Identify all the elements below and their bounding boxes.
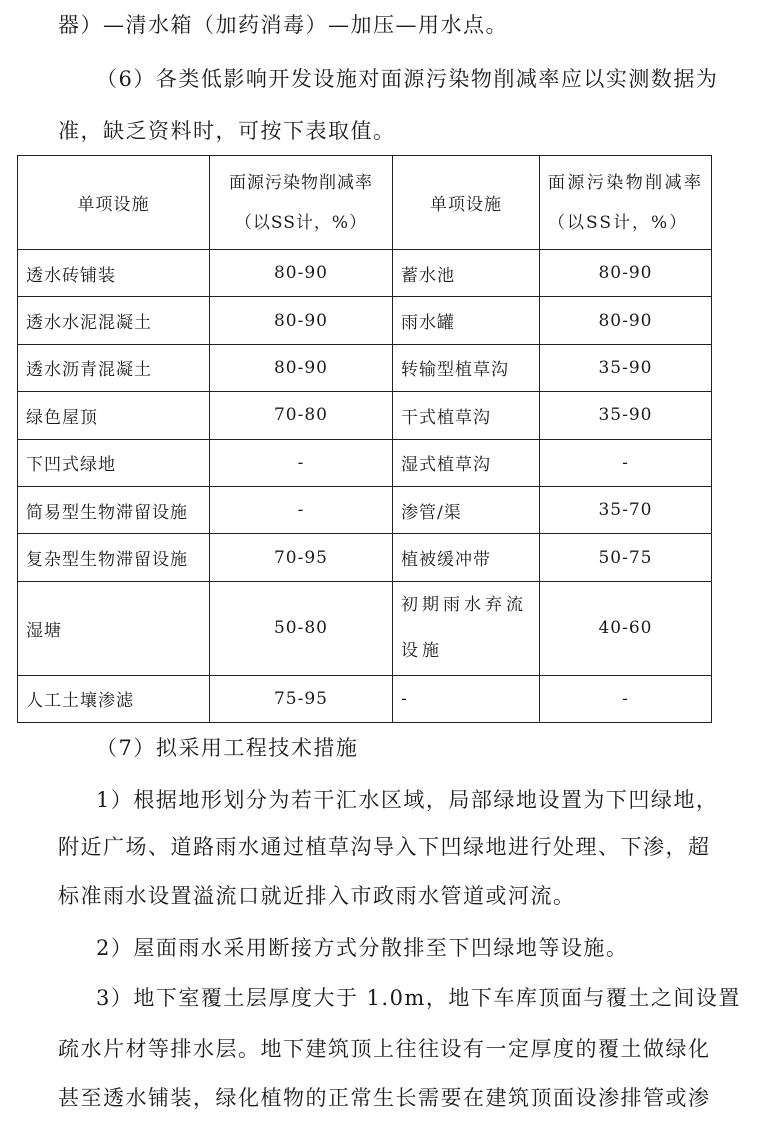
paragraph-line: 附近广场、道路雨水通过植草沟导入下凹绿地进行处理、下渗，超 — [58, 835, 711, 859]
reduction-rate: 50-75 — [540, 534, 712, 581]
reduction-rate: 70-95 — [210, 534, 393, 581]
table-row — [18, 344, 712, 391]
reduction-rate: 70-80 — [210, 392, 393, 439]
header-rate-left: 面源污染物削减率（以SS计，%） — [210, 156, 393, 250]
table-header-row — [18, 156, 712, 250]
reduction-rate-table — [17, 155, 712, 723]
section-heading: （7）拟采用工程技术措施 — [96, 736, 359, 760]
paragraph-line: 2）屋面雨水采用断接方式分散排至下凹绿地等设施。 — [96, 936, 629, 960]
facility-name: 简易型生物滞留设施 — [18, 486, 210, 533]
reduction-rate: 80-90 — [540, 250, 712, 297]
facility-name: 雨水罐 — [393, 297, 540, 344]
header-rate-right: 面源污染物削减率（以SS计，%） — [540, 156, 712, 250]
facility-name: 蓄水池 — [393, 250, 540, 297]
paragraph-line: 甚至透水铺装，绿化植物的正常生长需要在建筑顶面设渗排管或渗 — [58, 1086, 711, 1110]
facility-name: 透水水泥混凝土 — [18, 297, 210, 344]
facility-name: 人工土壤渗滤 — [18, 675, 210, 722]
paragraph-line: 准，缺乏资料时，可按下表取值。 — [58, 119, 396, 143]
facility-name: 初期雨水弃流设施 — [393, 581, 540, 675]
reduction-rate: 80-90 — [540, 297, 712, 344]
facility-name: 绿色屋顶 — [18, 392, 210, 439]
reduction-rate: 40-60 — [540, 581, 712, 675]
reduction-rate: 35-90 — [540, 344, 712, 391]
facility-name: 透水沥青混凝土 — [18, 344, 210, 391]
table-row — [18, 675, 712, 722]
facility-name: 植被缓冲带 — [393, 534, 540, 581]
header-facility-right: 单项设施 — [393, 156, 540, 250]
table-row — [18, 250, 712, 297]
table-row — [18, 297, 712, 344]
facility-name: 干式植草沟 — [393, 392, 540, 439]
table-row — [18, 534, 712, 581]
facility-name: 下凹式绿地 — [18, 439, 210, 486]
facility-name: 湿塘 — [18, 581, 210, 675]
reduction-rate: 80-90 — [210, 297, 393, 344]
facility-name: 复杂型生物滞留设施 — [18, 534, 210, 581]
reduction-rate: 35-70 — [540, 486, 712, 533]
reduction-rate: - — [210, 439, 393, 486]
paragraph-line: （6）各类低影响开发设施对面源污染物削减率应以实测数据为 — [96, 67, 719, 91]
paragraph-line: 器）—清水箱（加药消毒）—加压—用水点。 — [58, 13, 508, 37]
reduction-rate: - — [540, 439, 712, 486]
reduction-rate: - — [540, 675, 712, 722]
reduction-rate: - — [210, 486, 393, 533]
table-row — [18, 486, 712, 533]
reduction-rate: 35-90 — [540, 392, 712, 439]
table-row — [18, 581, 712, 675]
paragraph-line: 标准雨水设置溢流口就近排入市政雨水管道或河流。 — [58, 884, 576, 908]
facility-name: 转输型植草沟 — [393, 344, 540, 391]
facility-name: 透水砖铺装 — [18, 250, 210, 297]
paragraph-line: 疏水片材等排水层。地下建筑顶上往往设有一定厚度的覆土做绿化 — [58, 1037, 711, 1061]
table-row — [18, 392, 712, 439]
header-facility-left: 单项设施 — [18, 156, 210, 250]
facility-name: - — [393, 675, 540, 722]
facility-name: 渗管/渠 — [393, 486, 540, 533]
table-row — [18, 439, 712, 486]
reduction-rate: 80-90 — [210, 250, 393, 297]
reduction-rate: 80-90 — [210, 344, 393, 391]
paragraph-line: 3）地下室覆土层厚度大于 1.0m，地下车库顶面与覆土之间设置 — [96, 986, 741, 1010]
reduction-rate: 75-95 — [210, 675, 393, 722]
reduction-rate: 50-80 — [210, 581, 393, 675]
facility-name: 湿式植草沟 — [393, 439, 540, 486]
paragraph-line: 1）根据地形划分为若干汇水区域，局部绿地设置为下凹绿地， — [96, 788, 719, 812]
